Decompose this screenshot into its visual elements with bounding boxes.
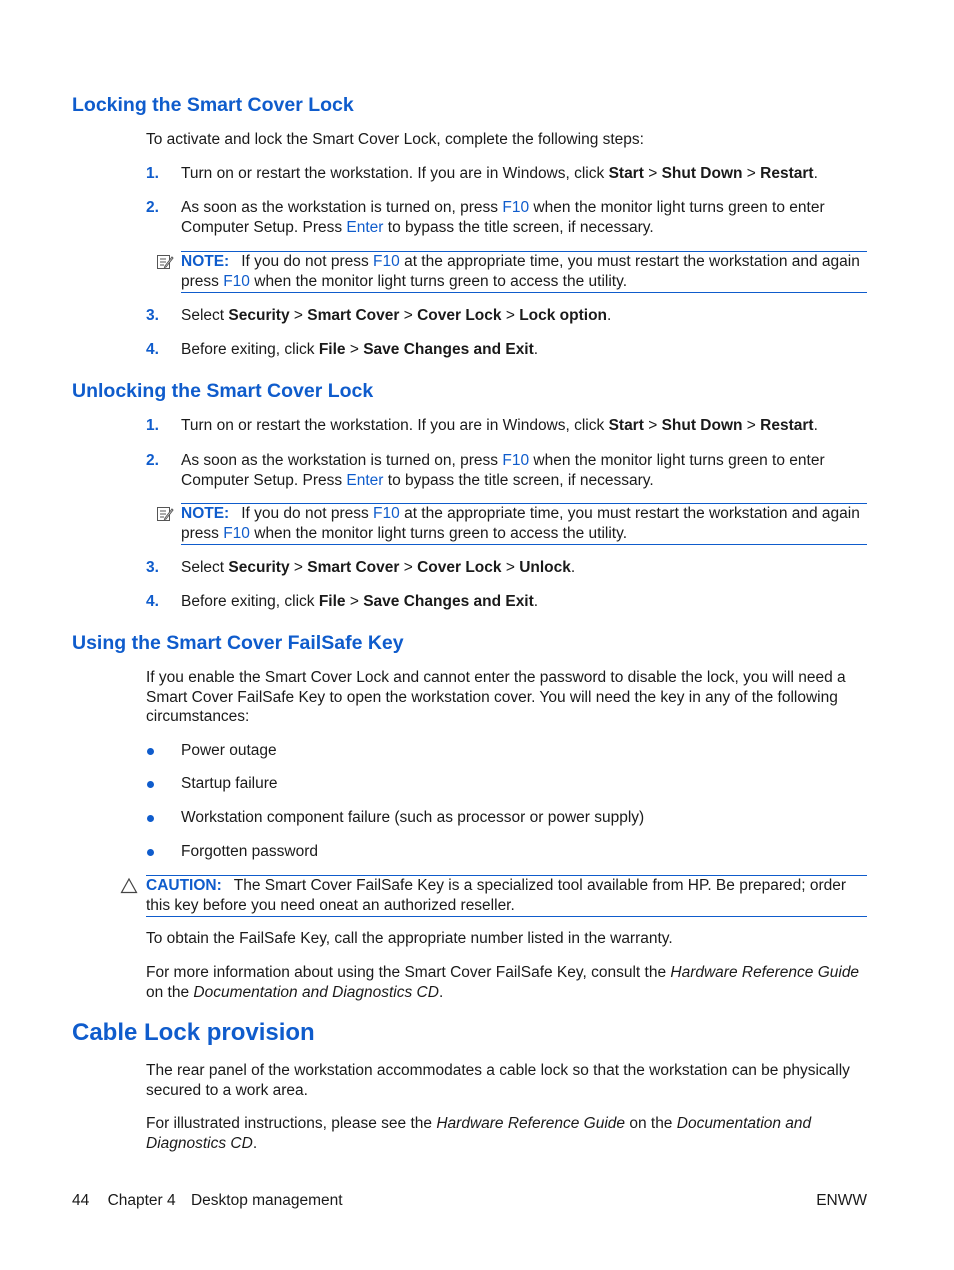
- key-f10: F10: [502, 452, 530, 469]
- step-number: 3.: [146, 307, 159, 324]
- step-number: 1.: [146, 417, 159, 434]
- footer-right: ENWW: [816, 1192, 867, 1209]
- caution-triangle-icon: [120, 877, 138, 895]
- failsafe-para-2: For more information about using the Smart Cover FailSafe Key, consult the Hardware Reference Guide on the Documentation and Diagnostics CD.: [146, 964, 860, 1001]
- intro-failsafe: If you enable the Smart Cover Lock and cannot enter the password to disable the lock, you will need a Smart Cover FailSafe Key to open the workstation cover. You will need the key in any of the following circumstances:: [146, 669, 846, 725]
- note-label: NOTE:: [181, 253, 230, 270]
- cable-para-1: The rear panel of the workstation accommodates a cable lock so that the workstation can be physically secured to a work area.: [146, 1062, 850, 1099]
- chapter-title: Desktop management: [190, 1192, 343, 1209]
- step-number: 1.: [146, 165, 159, 182]
- note-pencil-icon: [156, 253, 174, 271]
- heading-failsafe: Using the Smart Cover FailSafe Key: [72, 632, 404, 654]
- unlock-note: NOTE: If you do not press F10 at the appropriate time, you must restart the workstation and again press F10 when the monitor light turns green to access the utility.: [181, 503, 867, 545]
- step-number: 2.: [146, 452, 159, 469]
- failsafe-para-1: To obtain the FailSafe Key, call the appropriate number listed in the warranty.: [146, 930, 673, 947]
- note-label: NOTE:: [181, 505, 230, 522]
- cable-para-2: For illustrated instructions, please see the Hardware Reference Guide on the Documentation and Diagnostics CD.: [146, 1115, 812, 1152]
- step-number: 2.: [146, 199, 159, 216]
- key-enter: Enter: [346, 218, 384, 236]
- document-page: Locking the Smart Cover Lock To activate and lock the Smart Cover Lock, complete the following steps: 1. Turn on or restart the workstation. If you are in Windows, click Start > Shut Down > Restart. 2. As soon as the workstation is turned on, press F10 when the monitor light turns green to enter Computer Setup. Press Enter to bypass the title screen, if necessary. NOTE: If you do not press F10 at the appropriate time, you must restart the workstation and again press F10 when the monitor light turns green to access the utility. 3. Select Security > Smart Cover > Cover Lock > Lock option. 4. Before exiting, click File > Save Changes and Exit. Unlocking the Smart Cover Lock 1. Turn on or restart the workstation. If you are in Windows, click Start > Shut Down > Restart. 2. As soon as the workstation is turned on, press F10 when the monitor light turns green to enter Computer Setup. Press Enter to bypass the title screen, if necessary. NOTE: If you do not press F10 at the appropriate time, you must restart the workstation and again press F10 when the monitor light turns green to access the utility. 3. Select Security > Smart Cover > Cover Lock > Unlock. 4. Before exiting, click File > Save Changes and Exit. Using the Smart Cover FailSafe Key If you enable the Smart Cover Lock and cannot enter the password to disable the lock, you will need a Smart Cover FailSafe Key to open the workstation cover. You will need the key in any of the following circumstances: Power outage Startup failure Workstation component failure (such as processor or power supply) Forgotten password CAUTION: The Smart Cover FailSafe Key is a specialized tool available from HP. Be prepared; order this key before you need oneat an authorized reseller. To obtain the FailSafe Key, call the appropriate number listed in the warranty. For more information about using the Smart Cover FailSafe Key, consult the Hardware Reference Guide on the Documentation and Diagnostics CD. Cable Lock provision The rear panel of the workstation accommodates a cable lock so that the workstation can be physically secured to a work area. For illustrated instructions, please see the Hardware Reference Guide on the Documentation and Diagnostics CD. 44 Chapter 4 Desktop management ENWW: [72, 94, 867, 1209]
- step-number: 4.: [146, 341, 159, 358]
- heading-cable-lock: Cable Lock provision: [72, 1019, 315, 1046]
- bullet-dot: [147, 748, 154, 755]
- bullet-dot: [147, 781, 154, 788]
- chapter-label: Chapter 4: [107, 1192, 176, 1209]
- key-enter: Enter: [346, 471, 384, 489]
- heading-locking: Locking the Smart Cover Lock: [72, 94, 354, 116]
- intro-locking: To activate and lock the Smart Cover Lock, complete the following steps:: [146, 131, 644, 148]
- step-number: 3.: [146, 559, 159, 576]
- heading-unlocking: Unlocking the Smart Cover Lock: [72, 380, 374, 402]
- bullet-dot: [147, 849, 154, 856]
- caution-label: CAUTION:: [146, 877, 222, 894]
- note-pencil-icon: [156, 505, 174, 523]
- page-number: 44: [72, 1192, 90, 1209]
- bullet-dot: [147, 815, 154, 822]
- footer-left: [72, 1192, 343, 1210]
- caution-box: CAUTION: The Smart Cover FailSafe Key is a specialized tool available from HP. Be prepared; order this key before you need oneat an authorized reseller.: [146, 875, 867, 917]
- step-number: 4.: [146, 593, 159, 610]
- lock-note: NOTE: If you do not press F10 at the appropriate time, you must restart the workstation and again press F10 when the monitor light turns green to access the utility.: [181, 251, 867, 293]
- key-f10: F10: [502, 199, 530, 216]
